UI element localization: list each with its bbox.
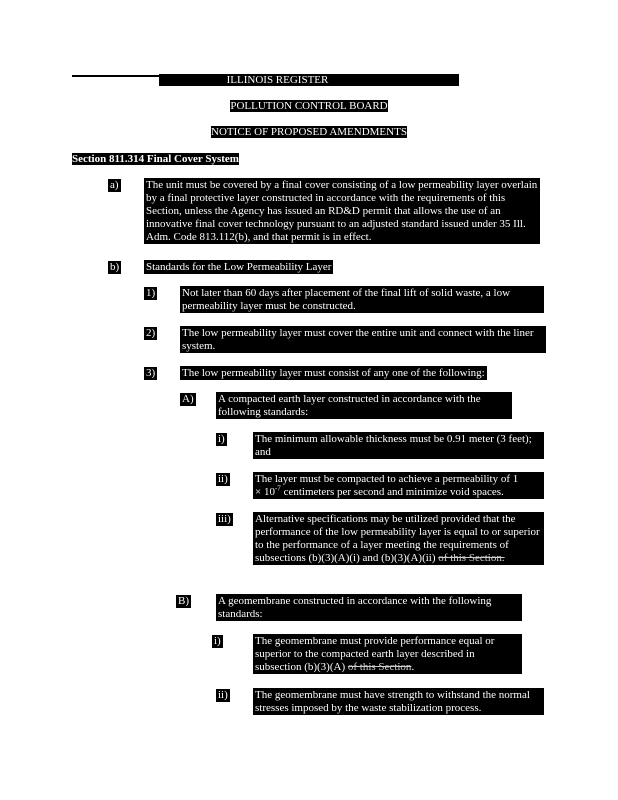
item-A-label: A)	[182, 393, 194, 405]
item-a-label: a)	[110, 179, 119, 191]
item-Bi-label: i)	[214, 635, 221, 647]
item-B-text: A geomembrane constructed in accordance with the following standards:	[216, 594, 522, 621]
item-Bii-text: The geomembrane must have strength to withstand the normal stresses imposed by the waste stabilization process.	[253, 688, 544, 715]
item-b-label: b)	[110, 261, 120, 273]
notice-heading: NOTICE OF PROPOSED AMENDMENTS	[211, 126, 407, 138]
item-b3-label: 3)	[146, 367, 156, 379]
section-title: Section 811.314 Final Cover System	[72, 153, 239, 165]
item-Bi-text: The geomembrane must provide performance equal or superior to the compacted earth layer described in subsection (b)(3)(A) of this Section.	[253, 634, 522, 674]
item-Aiii-label: iii)	[218, 513, 231, 525]
item-b1-text: Not later than 60 days after placement of the final lift of solid waste, a low permeability layer must be constructed.	[180, 286, 544, 313]
item-Ai-text: The minimum allowable thickness must be 0.91 meter (3 feet); and	[253, 432, 544, 459]
struck-text: of this Section	[347, 661, 412, 673]
item-Aii-text: The layer must be compacted to achieve a permeability of 1 × $10^{-7}$ centimeters per second and minimize void spaces.	[253, 472, 544, 499]
board-heading: POLLUTION CONTROL BOARD	[230, 100, 388, 112]
register-heading: ILLINOIS REGISTER	[0, 74, 618, 87]
item-b2-label: 2)	[146, 327, 156, 339]
item-b-text: Standards for the Low Permeability Layer	[146, 261, 332, 273]
item-Bii-label: ii)	[218, 689, 228, 701]
item-B-label: B)	[178, 595, 189, 607]
item-b2-text: The low permeability layer must cover the entire unit and connect with the liner system.	[180, 326, 546, 353]
item-b1-label: 1)	[146, 287, 156, 299]
item-a-text: The unit must be covered by a final cover consisting of a low permeability layer overlain by a final protective layer constructed in accordance with the requirements of this Section, unless the Agency has issued an RD&D permit that allows the use of an innovative final cover technology pursuant to an adjusted standard issued under 35 Ill. Adm. Code 813.112(b), and that permit is in effect.	[144, 178, 540, 244]
item-Ai-label: i)	[218, 433, 225, 445]
item-b3-text: The low permeability layer must consist of any one of the following:	[182, 367, 485, 379]
item-Aii-label: ii)	[218, 473, 228, 485]
struck-text: of this Section.	[438, 552, 505, 564]
item-Aiii-text: Alternative specifications may be utilized provided that the performance of the low permeability layer is equal to or superior to the performance of a layer meeting the requirements of subsections (b)(3)(A)(i) and (b)(3)(A)(ii) of this Section.	[253, 512, 544, 565]
item-A-text: A compacted earth layer constructed in accordance with the following standards:	[216, 392, 512, 419]
